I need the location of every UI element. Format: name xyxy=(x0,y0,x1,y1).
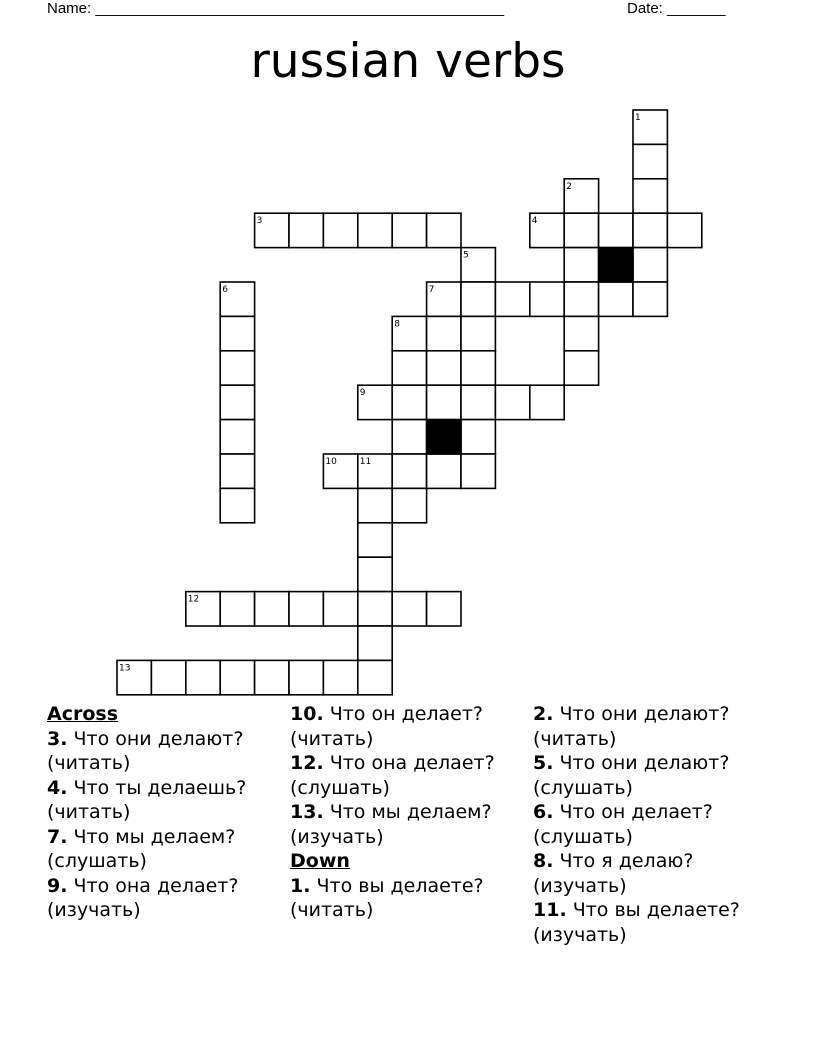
grid-cell[interactable] xyxy=(358,626,392,660)
clue-number: 6. xyxy=(533,801,554,823)
clue-across-13 xyxy=(290,800,522,849)
clue-number: 4. xyxy=(47,776,68,799)
grid-cell[interactable] xyxy=(564,213,598,247)
down-heading: Down xyxy=(290,850,350,872)
grid-cell[interactable] xyxy=(323,660,357,694)
grid-black-cell xyxy=(427,420,461,454)
grid-cell[interactable] xyxy=(564,282,598,316)
clue-column-2 xyxy=(290,702,522,923)
grid-cell[interactable] xyxy=(599,282,633,316)
clue-number: 8. xyxy=(533,850,554,872)
grid-cell[interactable] xyxy=(427,592,461,626)
clue-number: 1. xyxy=(290,874,311,897)
clue-number: 13. xyxy=(290,801,324,823)
grid-cell[interactable] xyxy=(633,282,667,316)
date-field: Date: _______ xyxy=(627,0,726,17)
clue-text: Что они делают? (слушать) xyxy=(533,752,730,799)
clue-across-9 xyxy=(47,874,277,923)
grid-cell[interactable] xyxy=(461,385,495,419)
grid-cell[interactable] xyxy=(220,316,254,350)
grid-cell[interactable] xyxy=(427,385,461,419)
clue-text: Что ты делаешь? (читать) xyxy=(47,776,247,823)
clue-column-3 xyxy=(533,702,773,947)
cell-number: 8 xyxy=(394,319,400,330)
grid-cell[interactable] xyxy=(220,592,254,626)
clue-text: Что она делает? (слушать) xyxy=(290,752,495,799)
across-heading: Across xyxy=(47,703,119,725)
clue-text: Что мы делаем? (изучать) xyxy=(290,801,492,848)
clue-text: Что они делают? (читать) xyxy=(533,703,730,750)
clue-across-4 xyxy=(47,776,277,825)
grid-cell[interactable] xyxy=(530,385,564,419)
clue-number: 7. xyxy=(47,825,68,848)
grid-cell[interactable] xyxy=(633,248,667,282)
grid-cell[interactable] xyxy=(358,592,392,626)
grid-cell[interactable] xyxy=(461,316,495,350)
grid-cell[interactable] xyxy=(667,213,701,247)
grid-cell[interactable] xyxy=(289,592,323,626)
grid-cell[interactable] xyxy=(358,213,392,247)
grid-cell[interactable] xyxy=(495,282,529,316)
clue-across-12 xyxy=(290,751,522,800)
grid-cell[interactable] xyxy=(255,592,289,626)
grid-cell[interactable] xyxy=(461,420,495,454)
clue-number: 9. xyxy=(47,874,68,897)
grid-cell[interactable] xyxy=(220,660,254,694)
clue-across-10 xyxy=(290,702,522,751)
clue-number: 3. xyxy=(47,727,68,750)
cell-number: 4 xyxy=(531,216,538,227)
grid-cell[interactable] xyxy=(427,454,461,488)
clue-down-5 xyxy=(533,751,773,800)
clue-text: Что он делает? (читать) xyxy=(290,703,484,750)
clue-across-3 xyxy=(47,727,277,776)
grid-cell[interactable] xyxy=(255,660,289,694)
grid-cell[interactable] xyxy=(358,660,392,694)
cell-number: 13 xyxy=(119,663,131,674)
clue-down-11 xyxy=(533,898,773,947)
clue-column-1 xyxy=(47,702,277,923)
grid-cell[interactable] xyxy=(392,454,426,488)
grid-cell[interactable] xyxy=(220,488,254,522)
grid-cell[interactable] xyxy=(461,282,495,316)
clue-number: 12. xyxy=(290,752,324,774)
page-title: russian verbs xyxy=(250,34,566,89)
grid-cell[interactable] xyxy=(633,213,667,247)
clue-text: Что он делает? (слушать) xyxy=(533,801,713,848)
clue-text: Что вы делаете? (читать) xyxy=(290,874,484,921)
grid-cell[interactable] xyxy=(392,385,426,419)
grid-cell[interactable] xyxy=(392,488,426,522)
grid-cell[interactable] xyxy=(392,420,426,454)
cell-number: 6 xyxy=(222,285,228,295)
clue-number: 11. xyxy=(533,899,567,921)
grid-cell[interactable] xyxy=(323,592,357,626)
cell-number: 11 xyxy=(359,457,372,467)
cell-number: 10 xyxy=(325,457,337,467)
clue-number: 10. xyxy=(290,703,324,725)
grid-cell[interactable] xyxy=(220,454,254,488)
cell-number: 5 xyxy=(463,250,469,261)
grid-cell[interactable] xyxy=(599,213,633,247)
grid-cell[interactable] xyxy=(289,660,323,694)
grid-cell[interactable] xyxy=(461,454,495,488)
grid-cell[interactable] xyxy=(564,248,598,282)
clue-text: Что мы делаем? (слушать) xyxy=(47,825,236,872)
grid-cell[interactable] xyxy=(289,213,323,247)
cell-number: 9 xyxy=(359,388,366,399)
cell-number: 12 xyxy=(187,594,200,605)
clue-text: Что они делают? (читать) xyxy=(47,727,244,774)
clue-number: 5. xyxy=(533,752,554,774)
grid-cell[interactable] xyxy=(392,351,426,385)
grid-cell[interactable] xyxy=(427,351,461,385)
grid-cell[interactable] xyxy=(564,316,598,350)
grid-black-cell xyxy=(599,248,633,282)
grid-cell[interactable] xyxy=(220,385,254,419)
grid-cell[interactable] xyxy=(323,213,357,247)
clue-text: Что она делает? (изучать) xyxy=(47,874,239,921)
grid-cell[interactable] xyxy=(530,282,564,316)
grid-cell[interactable] xyxy=(220,420,254,454)
clue-across-7 xyxy=(47,825,277,874)
grid-cell[interactable] xyxy=(392,213,426,247)
clue-down-6 xyxy=(533,800,773,849)
grid-cell[interactable] xyxy=(633,179,667,213)
grid-cell[interactable] xyxy=(358,523,392,557)
grid-cell[interactable] xyxy=(358,557,392,591)
grid-cell[interactable] xyxy=(220,351,254,385)
grid-cell[interactable] xyxy=(427,316,461,350)
clue-down-8 xyxy=(533,849,773,898)
grid-cell[interactable] xyxy=(427,213,461,247)
cell-number: 2 xyxy=(566,181,572,192)
grid-cell[interactable] xyxy=(392,592,426,626)
name-field: Name: _________________________________________________ xyxy=(47,0,505,17)
grid-cell[interactable] xyxy=(358,488,392,522)
grid-cell[interactable] xyxy=(186,660,220,694)
cell-number: 3 xyxy=(256,216,263,227)
clue-down-2 xyxy=(533,702,773,751)
grid-cell[interactable] xyxy=(495,385,529,419)
clue-down-1 xyxy=(290,874,522,923)
grid-cell[interactable] xyxy=(151,660,185,694)
cell-number: 7 xyxy=(428,285,435,295)
clue-text: Что я делаю? (изучать) xyxy=(533,850,694,897)
clue-text: Что вы делаете? (изучать) xyxy=(533,899,740,946)
grid-cell[interactable] xyxy=(461,351,495,385)
grid-cell[interactable] xyxy=(564,351,598,385)
cell-number: 1 xyxy=(635,113,641,123)
clue-number: 2. xyxy=(533,703,554,725)
grid-cell[interactable] xyxy=(633,144,667,178)
